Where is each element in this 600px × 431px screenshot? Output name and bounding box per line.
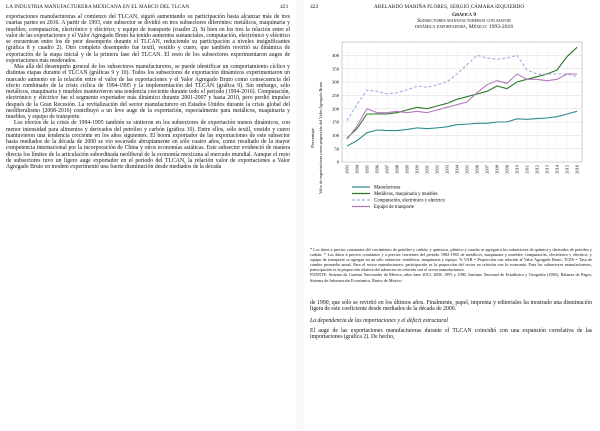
paragraph: Los efectos de la crisis de 1994-1995 también se sintieron en los subsectores de exportación menos dinámicos, con menor intensidad para alimentos y derivados del petróleo y carbón (gráfica 10). Entre ellos, sólo textil, vestido y cuero mantuvieron una tendencia creciente en los años siguientes. El boom exportador de las exportaciones de este subsector hasta mediados de la década de 2000 se vio socavado abruptamente en sólo cuatro años, como resultado de la mayor competencia internacional por la incorporación de China y otros economías asiáticas. Este subsector evidenció de manera directa los límites de la articulación subordinada neoliberal de la economía mexicana al mercado mundial. Aunque el resto de subsectores tuvo un ligero auge exportador en el periodo del TLCAN, la relación valor de exportaciones a Valor Agregado Bruto en modem experimentó una fuerte disminución desde mediados de la década xyxy=(6,120,290,170)
y-axis-label-secondary: Valor de exportaciones como proporción del Valor Agregado Bruto xyxy=(318,81,323,195)
x-tick-label: 1994 xyxy=(354,165,360,174)
y-tick-label: 50 xyxy=(334,146,339,152)
x-tick-label: 1998 xyxy=(394,165,400,174)
x-tick-label: 2007 xyxy=(484,165,490,174)
page-number-left: 421 xyxy=(280,4,289,10)
x-tick-label: 2002 xyxy=(434,165,440,174)
figure-title-line1: Subsectores manufactureros con mayor xyxy=(417,18,511,25)
x-tick-label: 1996 xyxy=(374,165,380,174)
x-tick-label: 2005 xyxy=(464,165,470,174)
line-chart xyxy=(304,38,600,244)
legend-label: Equipo de transporte xyxy=(374,205,414,211)
x-tick-label: 2011 xyxy=(524,165,530,174)
x-tick-label: 1999 xyxy=(404,165,410,174)
paragraph: El auge de las exportaciones manufactureras durante el TLCAN coincidió con una expansión correlativa de las importaciones (gráfica 2). De hecho, xyxy=(310,327,592,340)
x-tick-label: 2013 xyxy=(544,165,550,174)
x-tick-label: 1993 xyxy=(344,165,350,174)
right-page xyxy=(304,0,600,431)
x-tick-label: 2009 xyxy=(504,165,510,174)
page-number-right: 422 xyxy=(310,4,319,10)
running-head-right: ABELARDO MARIÑA FLORES, SERGIO CÁMARA IZQUIERDO xyxy=(374,4,525,10)
x-tick-label: 2010 xyxy=(514,165,520,174)
y-tick-label: 250 xyxy=(332,92,339,98)
figure-label: Gráfica 9 xyxy=(451,12,477,18)
y-axis-label: Porcentaje xyxy=(310,128,315,148)
legend-label: Computación, electrónico y eléctrico xyxy=(374,198,445,204)
x-tick-label: 1995 xyxy=(364,165,370,174)
y-tick-label: 200 xyxy=(332,106,339,112)
y-tick-label: 400 xyxy=(332,52,339,58)
section-heading: La dependencia de las importaciones y el déficit estructural xyxy=(310,317,448,324)
legend-label: Metálicos, maquinaria y muebles xyxy=(374,192,438,198)
running-head-left: LA INDUSTRIA MANUFACTURERA MEXICANA EN EL MARCO DEL TLCAN xyxy=(6,4,190,10)
plot-area xyxy=(342,42,582,162)
x-tick-label: 2000 xyxy=(414,165,420,174)
left-page xyxy=(0,0,296,431)
x-tick-label: 2016 xyxy=(574,165,580,174)
right-body xyxy=(310,300,592,340)
figure-notes xyxy=(310,247,592,283)
figure-title-line2: dinámica exportadora, México: 1993-2016 xyxy=(414,24,514,31)
figure-source: FUENTE: Sistema de Cuentas Nacionales de México, años base 2013, 2008, 1993 y 1980, Instituto Nacional de Estadística y Geografía (1982); Balanza de Pagos, Sistema de Información Económica, Banco de México. xyxy=(310,272,592,283)
x-tick-label: 2012 xyxy=(534,165,540,174)
left-body xyxy=(6,14,290,170)
paragraph: Más allá del desempeño general de los subsectores manufactureros, se puede identificar un comportamiento cíclico y distintas etapas durante el TLCAN (gráficas 9 y 10). Todos los subsectores de exportación dinámicos experimentaron un marcado aumento en la relación entre el valor de las exportaciones y el Valor Agregado Bruto como consecuencia del efecto combinado de la crisis cíclica de 1994-1995 y la implementación del TLCAN (gráfica 9). Sin embargo, sólo metálicos, maquinaria y muebles mantuvieron una tendencia creciente durante todo el periodo (1994-2016). Computación, electrónico y eléctrico fue el segmento exportador más dinámico durante 2001-2007 y hasta 2010, pero perdió impulso después de la Gran Recesión. La revitalización del sector manufacturero en Estados Unidos durante la crisis global del neoliberalismo (2008-2016) contribuyó a un leve auge de la exportación, especialmente para metálicos, maquinaria y muebles, y equipo de transporte. xyxy=(6,64,290,120)
book-gutter xyxy=(296,0,304,431)
figure-title xyxy=(364,12,564,31)
paragraph: de 1990, que sólo se revirtió en los últimos años. Finalmente, papel, imprenta y editoriales ha mostrado una disminución ligera de este coeficiente desde mediados de la década de 2000. xyxy=(310,300,592,313)
y-tick-label: 100 xyxy=(332,132,339,138)
x-tick-label: 2006 xyxy=(474,165,480,174)
x-tick-label: 2008 xyxy=(494,165,500,174)
y-axis-ticks xyxy=(332,53,340,165)
x-axis-ticks xyxy=(345,164,580,174)
chart-grid xyxy=(342,42,582,162)
y-tick-label: 0 xyxy=(336,159,339,165)
chart-legend xyxy=(352,186,445,211)
y-tick-label: 300 xyxy=(332,79,339,85)
legend-label: Manufacturas xyxy=(374,185,401,191)
x-tick-label: 2014 xyxy=(554,165,560,174)
x-tick-label: 2003 xyxy=(444,165,450,174)
y-tick-label: 350 xyxy=(332,66,339,72)
x-tick-label: 1997 xyxy=(384,165,390,174)
x-tick-label: 2001 xyxy=(424,165,430,174)
x-tick-label: 2004 xyxy=(454,165,460,174)
x-tick-label: 2015 xyxy=(564,165,570,174)
paragraph: exportaciones manufactureras al comienzo del TLCAN, siguió aumentando su participación hasta alcanzar más de tres cuartas partes en 2016. A partir de 1993, este subsector se dividió en tres subsectores diferentes: metálicos, maquinaria y muebles; computación, electrónico y eléctrico; y equipo de transporte (cuadro 2). Si bien en los tres la relación entre el valor de las exportaciones y el Valor Agregado Bruto ha tenido aumentos sustanciales, computación, electrónico y eléctrico se encuentran entre los de peor desempeño durante el TLCAN, reduciendo su participación a niveles insignificantes (gráfica 8 y cuadro 2). Otro completo desempeño fue textil, vestido y cuero, que también revirtió su dinámica de exportación de la etapa inicial y de la primera fase del TLCAN. El resto de los subsectores experimentaron auges de exportaciones más moderados. xyxy=(6,14,290,64)
figure-note: * Los datos a precios constantes del crecimiento de petróleo y carbón; y químicos, plástico y caucho se agregan a los subsectores de química y derivados de petróleo y carbón. * Los datos a precios constantes y a precios corrientes del periodo 1982-1993 de metálicos, maquinaria y muebles; computación, electrónico y eléctrico; y equipo de transporte se agregan en un sólo subsector: metálicos, maquinaria y equipo. % VAB = Proporción con relación al Valor Agregado Bruto; TCPA = Tasa de cambio promedio anual. Para el sector manufacturero, participación es la proporción del sector en relación con la economía. Para los subsectores manufactureros, participación es la proporción relativa del subsector en relación con el sector manufacturero. xyxy=(310,247,592,273)
y-tick-label: 150 xyxy=(332,119,339,125)
